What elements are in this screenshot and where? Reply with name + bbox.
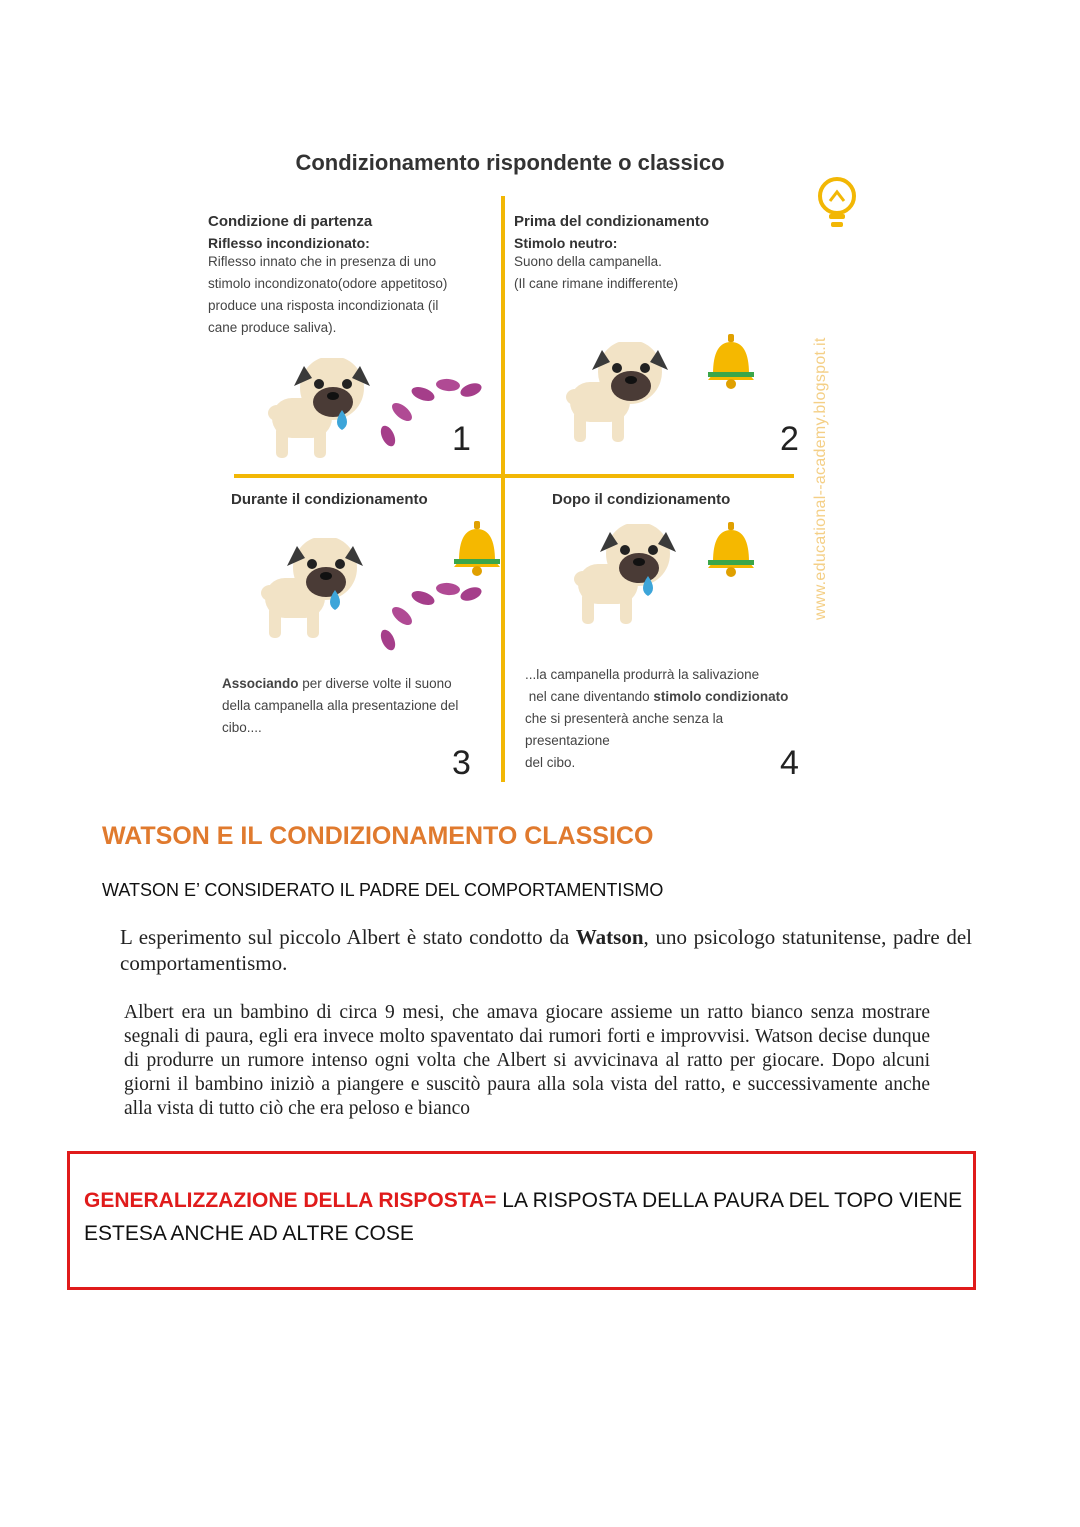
q4-line: ...la campanella produrrà la salivazione: [525, 667, 760, 682]
paragraph-watson-intro: [120, 924, 972, 976]
highlight-definition: LA RISPOSTA DELLA PAURA DEL TOPO VIENE ESTESA ANCHE AD ALTRE COSE: [84, 1189, 963, 1245]
quadrant-2-number: 2: [780, 420, 799, 458]
p1-bold: Watson: [575, 925, 644, 949]
bell-icon: [708, 522, 756, 578]
sausages-illustration: [378, 578, 488, 660]
highlight-term: GENERALIZZAZIONE DELLA RISPOSTA=: [84, 1189, 497, 1212]
q1-line: cane produce saliva).: [208, 320, 337, 335]
quadrant-2-subheading: Stimolo neutro:: [514, 235, 618, 251]
sausages-illustration: [378, 374, 488, 456]
p1-text: L esperimento sul piccolo Albert è stato condotto da: [120, 925, 576, 949]
q4-text: nel cane diventando: [525, 689, 654, 704]
horizontal-divider: [234, 474, 794, 478]
q3-rest: per diverse volte il suono: [298, 676, 452, 691]
pug-salivating-illustration: [255, 538, 375, 642]
q2-line: (Il cane rimane indifferente): [514, 276, 679, 291]
quadrant-1-subheading: Riflesso incondizionato:: [208, 235, 370, 251]
pug-neutral-illustration: [560, 342, 680, 446]
quadrant-3-description: [222, 673, 502, 739]
bell-icon: [454, 521, 502, 577]
quadrant-1: [208, 213, 498, 339]
q4-line: [525, 686, 845, 708]
q2-line: Suono della campanella.: [514, 254, 662, 269]
q3-bold: Associando: [222, 676, 299, 691]
q3-line: [222, 673, 502, 695]
quadrant-1-heading: Condizione di partenza: [208, 213, 373, 230]
section-title: WATSON E IL CONDIZIONAMENTO CLASSICO: [102, 822, 654, 850]
quadrant-1-description: [208, 251, 498, 339]
pug-salivating-illustration: [568, 524, 688, 628]
q4-bold: stimolo condizionato: [653, 689, 789, 704]
infographic-title: Condizionamento rispondente o classico: [295, 150, 725, 175]
q4-line: presentazione: [525, 733, 610, 748]
q3-line: cibo....: [222, 720, 262, 735]
q1-line: stimolo incondizonato(odore appetitoso): [208, 276, 448, 291]
quadrant-4-number: 4: [780, 744, 799, 782]
quadrant-2-description: [514, 251, 804, 295]
pug-salivating-illustration: [262, 358, 382, 462]
quadrant-1-number: 1: [452, 420, 471, 458]
quadrant-2-heading: Prima del condizionamento: [514, 213, 710, 230]
q3-line: della campanella alla presentazione del: [222, 698, 459, 713]
section-subtitle: WATSON E’ CONSIDERATO IL PADRE DEL COMPORTAMENTISMO: [102, 880, 664, 900]
bell-icon: [708, 334, 756, 390]
quadrant-4-heading: Dopo il condizionamento: [552, 491, 731, 508]
p1-text: , uno psicologo statunitense, padre del comportamentismo.: [120, 925, 972, 975]
watermark: www.educational--academy.blogspot.it: [812, 337, 829, 620]
quadrant-2: [514, 213, 804, 295]
highlight-text: [84, 1184, 964, 1250]
q1-line: produce una risposta incondizionata (il: [208, 298, 439, 313]
quadrant-3-number: 3: [452, 744, 471, 782]
paragraph-albert-experiment: Albert era un bambino di circa 9 mesi, che amava giocare assieme un ratto bianco senza mostrare segnali di paura, egli era invece molto spaventato dai rumori forti e improvvisi. Watson decise dunque di produrre un rumore intenso ogni volta che Albert si avvicinava al ratto per giocare. Dopo alcuni giorni il bambino iniziò a piangere e suscitò paura alla sola vista del ratto, e successivamente anche alla vista di tutto ciò che era peloso e bianco: [124, 1002, 930, 1119]
quadrant-3-heading: Durante il condizionamento: [231, 491, 428, 508]
q4-line: del cibo.: [525, 755, 576, 770]
q1-line: Riflesso innato che in presenza di uno: [208, 254, 437, 269]
q4-line: che si presenterà anche senza la: [525, 711, 724, 726]
lightbulb-icon: [815, 174, 859, 232]
